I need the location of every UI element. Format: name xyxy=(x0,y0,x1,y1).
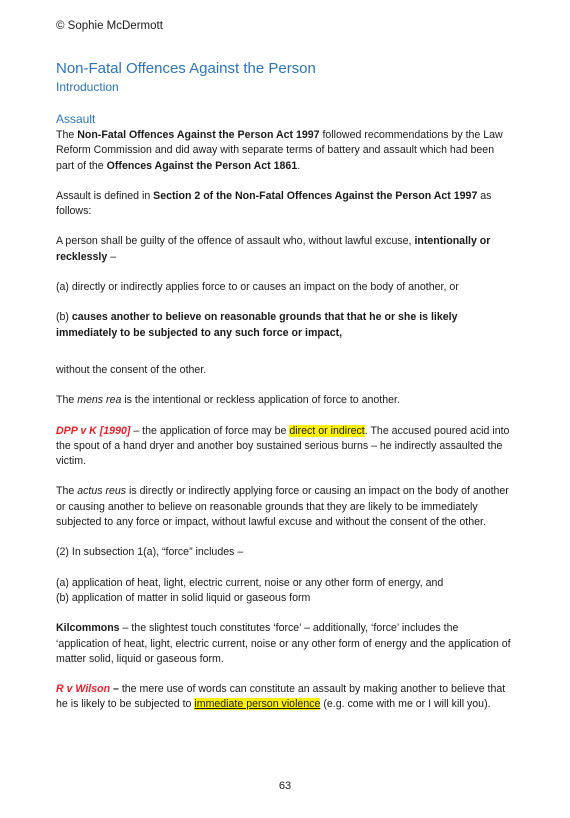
act-name-1861: Offences Against the Person Act 1861 xyxy=(106,159,298,172)
paragraph-actus-reus xyxy=(56,484,514,530)
section-reference: Section 2 of the Non-Fatal Offences Against the Person Act 1997 xyxy=(153,189,478,202)
text-run: is the intentional or reckless application of force to another. xyxy=(121,394,400,407)
text-run: – the slightest touch constitutes ‘force’ – additionally, ‘force’ includes the ‘application of heat, light, electric current, noise or any other form of energy and the application of matter solid, liquid or gaseous form. xyxy=(56,622,511,665)
paragraph-dpp-v-k xyxy=(56,424,514,470)
text-run: . xyxy=(297,159,301,172)
mens-rea-term: mens rea xyxy=(77,394,122,407)
text-run: as follows: xyxy=(56,189,492,218)
paragraph-limb-a: (a) directly or indirectly applies force to or causes an impact on the body of another, or xyxy=(56,281,459,294)
text-run: Assault is defined in xyxy=(56,189,154,202)
text-run: A person shall be guilty of the offence of assault who, without lawful excuse, xyxy=(56,235,415,248)
text-run: followed recommendations by the Law Reform Commission and did away with separate terms of battery and assault which had been part of the xyxy=(56,129,503,172)
text-run: The xyxy=(56,485,78,498)
paragraph-force-list xyxy=(56,576,514,607)
text-run: . The accused poured acid into the spout of a hand dryer and another boy sustained serious burns – he indirectly assaulted the victim. xyxy=(56,424,510,468)
highlighted-text: immediate person violence xyxy=(194,698,321,711)
case-name-dpp-v-k: DPP v K [1990] xyxy=(56,424,131,437)
paragraph-definition xyxy=(56,189,514,220)
paragraph-offence xyxy=(56,234,514,265)
text-run: The xyxy=(56,394,78,407)
paragraph-limb-b xyxy=(56,310,514,341)
paragraph-mens-rea xyxy=(56,393,514,408)
document-subtitle: Introduction xyxy=(56,80,119,94)
actus-reus-term: actus reus xyxy=(77,485,127,498)
text-run: is directly or indirectly applying force or causing an impact on the body of another or causing another to believe on reasonable grounds that they are likely to be immediately subjected to any force or impact, without lawful excuse and without the consent of the other. xyxy=(56,485,509,529)
document-body xyxy=(56,112,514,713)
text-run: The xyxy=(56,129,78,141)
text-run: – xyxy=(110,683,119,696)
text-run: (b) xyxy=(56,311,72,324)
highlighted-text: direct or indirect xyxy=(289,424,365,437)
case-name-r-v-wilson: R v Wilson xyxy=(56,683,111,696)
paragraph-act-intro xyxy=(56,128,514,174)
paragraph-force-definition: (2) In subsection 1(a), “force” includes – xyxy=(56,546,244,559)
page-number: 63 xyxy=(278,780,292,792)
paragraph-kilcommons xyxy=(56,621,514,667)
text-run: – xyxy=(107,250,117,263)
paragraph-consent: without the consent of the other. xyxy=(56,363,207,376)
copyright-notice: © Sophie McDermott xyxy=(56,20,163,32)
force-item-b: (b) application of matter in solid liquid or gaseous form xyxy=(56,591,311,604)
case-name-kilcommons: Kilcommons xyxy=(56,622,120,635)
mental-element: intentionally or recklessly xyxy=(56,235,491,263)
section-heading-assault: Assault xyxy=(56,112,96,126)
act-name-1997: Non-Fatal Offences Against the Person Act 1997 xyxy=(77,129,320,141)
document-title: Non-Fatal Offences Against the Person xyxy=(56,60,316,77)
force-item-a: (a) application of heat, light, electric current, noise or any other form of energy, and xyxy=(56,576,444,589)
limb-b-text: causes another to believe on reasonable grounds that that he or she is likely immediately to be subjected to any such force or impact, xyxy=(56,311,458,339)
text-run: (e.g. come with me or I will kill you). xyxy=(320,698,491,711)
text-run: the mere use of words can constitute an assault by making another to believe that he is likely to be subjected to xyxy=(56,683,506,711)
text-run: – the application of force may be xyxy=(130,424,290,437)
paragraph-r-v-wilson xyxy=(56,682,514,713)
